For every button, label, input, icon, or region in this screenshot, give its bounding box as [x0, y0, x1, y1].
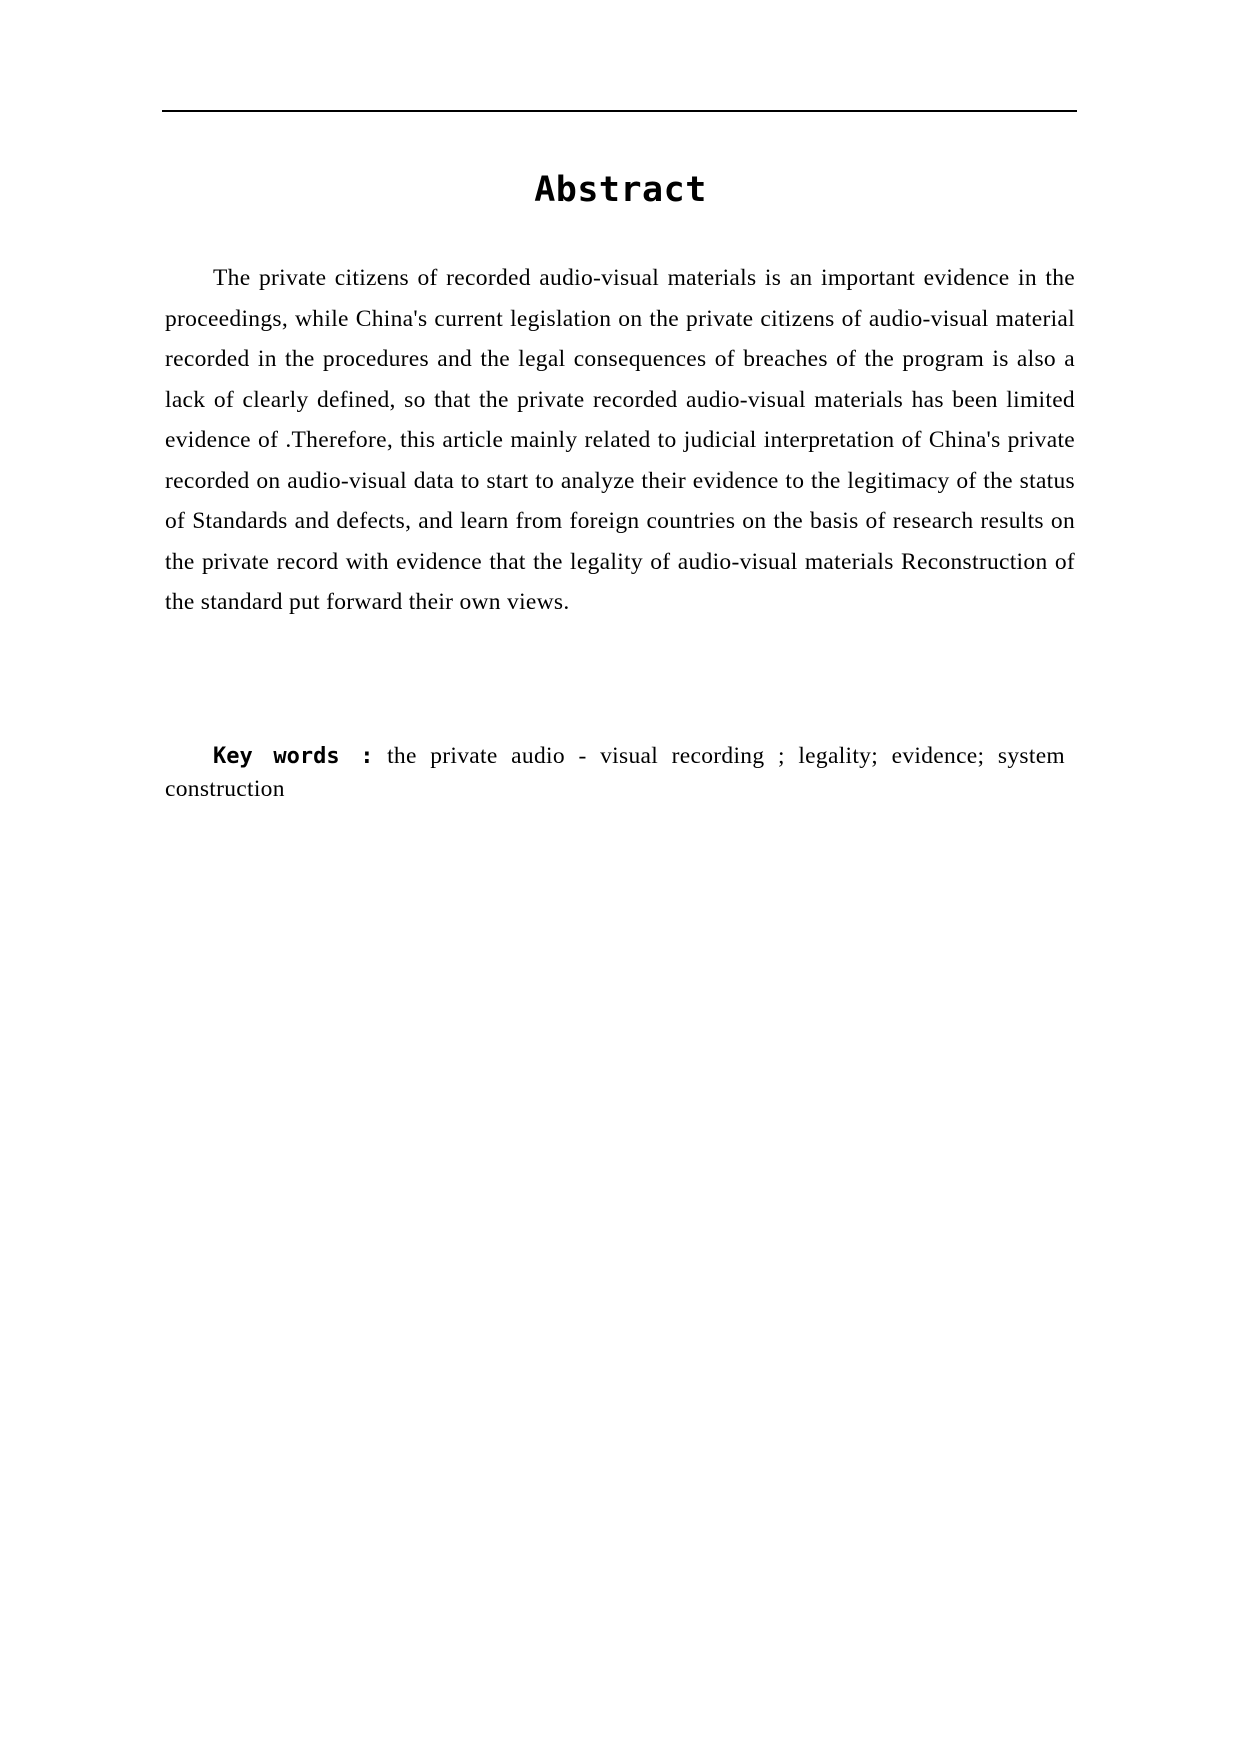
keywords-paragraph — [165, 740, 1065, 806]
keywords-label: Key words : — [213, 744, 374, 769]
abstract-title: Abstract — [534, 170, 707, 210]
header-rule — [162, 110, 1077, 112]
keywords-text: the private audio - visual recording ; legality; evidence; system construction — [165, 743, 1066, 802]
abstract-body: The private citizens of recorded audio-visual materials is an important evidence in the proceedings, while China's current legislation on the private citizens of audio-visual material recorded in the procedures and the legal consequences of breaches of the program is also a lack of clearly defined, so that the private recorded audio-visual materials has been limited evidence of .Therefore, this article mainly related to judicial interpretation of China's private recorded on audio-visual data to start to analyze their evidence to the legitimacy of the status of Standards and defects, and learn from foreign countries on the basis of research results on the private record with evidence that the legality of audio-visual materials Reconstruction of the standard put forward their own views. — [165, 265, 1075, 615]
